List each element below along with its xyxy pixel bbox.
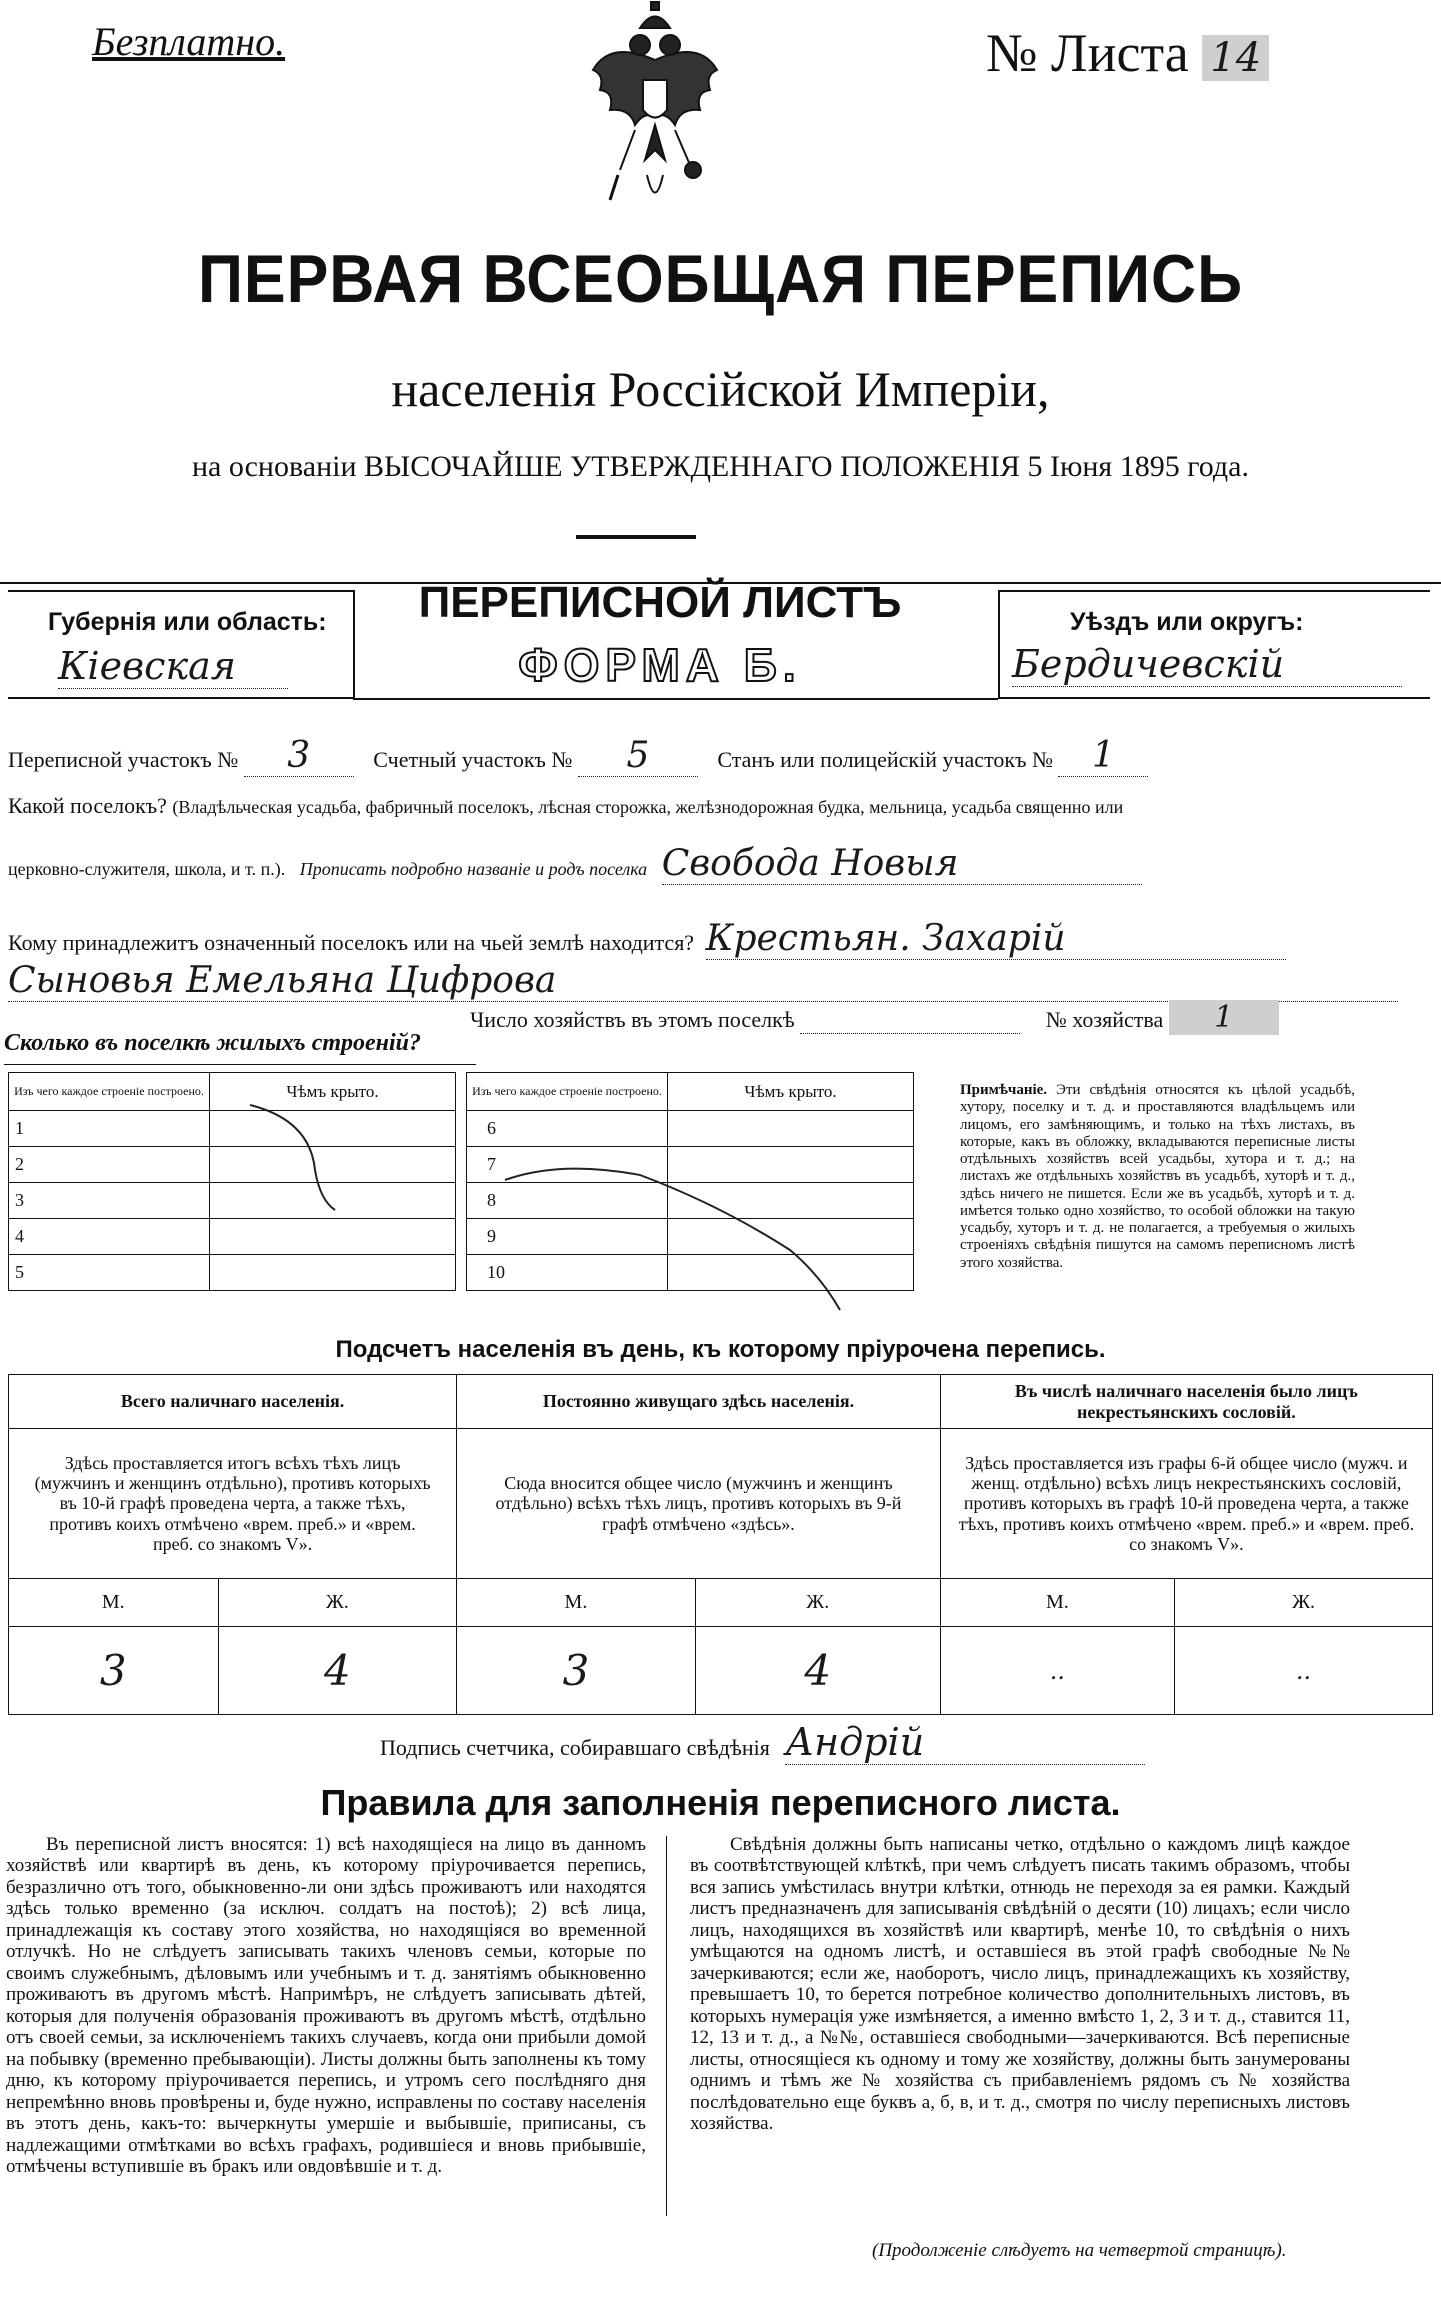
rules-left-column: Въ переписной листъ вносятся: 1) всѣ находящіеся на лицо въ данномъ хозяйствѣ или квартирѣ въ день, къ которому пріурочивается перепись, безразлично отъ того, обыкновенно-ли они здѣсь проживаютъ или находятся здѣсь только временно (за исключ. солдатъ на постоѣ); 2) всѣ лица, принадлежащія къ составу этого хозяйства, но находящіяся во временной отлучкѣ. Но не слѣдуетъ записывать такихъ членовъ семьи, которые по своимъ служебнымъ, дѣловымъ или учебнымъ и т. д. занятіямъ обыкновенно проживаютъ въ другомъ мѣстѣ. Напримѣръ, не слѣдуетъ записывать дѣтей, которыя для полученія образованія проживаютъ въ другомъ мѣстѣ, отдѣльно отъ своей семьи, за исключеніемъ такихъ случаевъ, когда они прибыли домой на побывку (временно пребывающіи). Листы должны быть заполнены къ тому дню, къ которому пріурочивается перепись, и утромъ сего послѣдняго дня непремѣнно вновь провѣрены и, буде нужно, исправлены по составу населенія въ этотъ день, какъ-то: вычеркнуты умершіе и выбывшіе, приписаны, съ надлежащими отмѣтками во всѣхъ графахъ, родившіеся и вновь прибывшіе, отмѣчены вступившіе въ бракъ или овдовѣвшіе и т. д. [6,1834,646,2178]
male-label: М. [940,1579,1174,1627]
gubernia-value: Кіевская [58,644,288,689]
female-label: Ж. [218,1579,457,1627]
permanent-male-count[interactable]: 3 [457,1627,696,1715]
uezd-box [998,590,1430,699]
population-col-non-peasant: Въ числѣ наличнаго населенія было лицъ некрестьянскихъ сословій. [940,1375,1432,1429]
population-col-permanent: Постоянно живущаго здѣсь населенія. [457,1375,941,1429]
households-dots [800,1007,1020,1034]
census-basis: на основаніи ВЫСОЧАЙШЕ УТВЕРЖДЕННАГО ПОЛОЖЕНІЯ 5 Іюня 1895 года. [192,450,1249,483]
district-label: Переписной участокъ № [8,747,239,772]
households-label: Число хозяйствъ въ этомъ поселкѣ [470,1007,795,1032]
building-row[interactable]: 10 [467,1255,668,1291]
uezd-label: Уѣздъ или округъ: [1070,608,1304,636]
settlement-value[interactable]: Свобода Новыя [662,843,1142,885]
settlement-instruction: Прописать подробно названіе и родъ поселка [299,859,648,879]
building-row[interactable]: 7 [467,1147,668,1183]
census-subtitle: населенія Россійской Имперіи, [391,361,1050,417]
building-row[interactable]: 8 [467,1183,668,1219]
non-peasant-female-count[interactable]: .. [1175,1627,1433,1715]
pen-stroke-right [505,1169,840,1310]
buildings-col-material: Изъ чего каждое строеніе построено. [9,1073,210,1111]
rules-right-column: Свѣдѣнія должны быть написаны четко, отдѣльно о каждомъ лицѣ каждое въ соотвѣтствующей клѣткѣ, при чемъ слѣдуетъ писать такимъ образомъ, чтобы вся запись умѣстилась внутри клѣтки, отнюдь не переходя за ея рамки. Каждый листъ предназначенъ для записыванія свѣдѣній о десяти (10) лицахъ; если число лицъ, находящихся въ хозяйствѣ или квартирѣ, менѣе 10, то свѣдѣнія о нихъ умѣщаются на одномъ листѣ, и оставшіеся въ этой графѣ свободные №№ зачеркиваются; если же, наоборотъ, число лицъ, принадлежащихъ къ хозяйству, превышаетъ 10, то берется потребное количество дополнительныхъ листовъ, въ которыхъ нумерація уже измѣняется, а именно вмѣсто 1, 2, 3 и т. д., ставится 11, 12, 13 и т. д., а №№, оставшіеся свободными—зачеркиваются. Всѣ переписные листы, относящіеся къ одному и тому же хозяйству, должны быть занумерованы однимъ и тѣмъ же № хозяйства съ прибавленіемъ рядомъ съ № хозяйства послѣдовательно еще буквъ а, б, в, и т. д., смотря по числу переписныхъ листовъ хозяйства. [690,1834,1350,2135]
settlement-note-2: церковно-служителя, школа, и т. п.). [8,859,286,879]
free-label: Безплатно. [92,19,286,64]
form-title: ФОРМА Б. [518,639,802,691]
sheet-number-label: № Листа [986,23,1189,83]
owner-value-1[interactable]: Крестьян. Захарій [706,918,1286,960]
title-divider [576,535,696,539]
household-no-value[interactable]: 1 [1169,1000,1279,1035]
district-value[interactable]: 3 [244,735,354,777]
rules-divider [666,1836,667,2216]
building-row[interactable]: 4 [9,1219,210,1255]
buildings-label: Сколько въ поселкѣ жилыхъ строеній? [4,1030,421,1056]
buildings-col-material: Изъ чего каждое строеніе построено. [467,1073,668,1111]
note-label: Примѣчаніе. [960,1082,1048,1098]
permanent-female-count[interactable]: 4 [695,1627,940,1715]
sheet-number [986,22,1269,84]
sheet-number-value: 14 [1202,35,1269,81]
building-row[interactable]: 1 [9,1111,210,1147]
gubernia-label: Губернія или область: [48,608,327,636]
census-title: ПЕРВАЯ ВСЕОБЩАЯ ПЕРЕПИСЬ [198,241,1243,317]
female-label: Ж. [695,1579,940,1627]
present-male-count[interactable]: 3 [9,1627,219,1715]
male-label: М. [9,1579,219,1627]
signature-row [380,1720,1145,1765]
stan-value[interactable]: 1 [1058,735,1148,777]
population-desc-non-peasant: Здѣсь проставляется изъ графы 6-й общее число (мужч. и женщ. отдѣльно) всѣхъ лицъ некрестьянскихъ сословій, противъ которыхъ въ графѣ 10-й проведена черта, а также тѣхъ, противъ коихъ отмѣчено «врем. преб.» и «врем. преб. со знакомъ V». [940,1429,1432,1579]
male-label: М. [457,1579,696,1627]
settlement-note: (Владѣльческая усадьба, фабричный поселокъ, лѣсная сторожка, желѣзнодорожная будка, мельница, усадьба священно или [172,797,1124,817]
note-text: Эти свѣдѣнія относятся къ цѣлой усадьбѣ, хутору, поселку и т. д. и проставляются владѣльцемъ или лицомъ, его замѣняющимъ, и только на тѣхъ листахъ, въ которые, какъ въ обложку, вкладываются переписные листы отдѣльныхъ хозяйствъ всей усадьбы, хутора и т. д.; на листахъ же отдѣльныхъ хозяйствъ въ усадьбѣ, хуторѣ и т. д., здѣсь ничего не пишется. Если же въ усадьбѣ, хуторѣ и т. д. имѣется только одно хозяйство, то особой обложки на такую усадьбу, хуторъ и т. д. не полагается, а требуемыя о жилыхъ строеніяхъ свѣдѣнія пишутся на самомъ переписномъ листѣ этого хозяйства. [960,1082,1356,1271]
owner-label: Кому принадлежитъ означенный поселокъ или на чьей землѣ находится? [8,930,695,955]
population-table [8,1374,1433,1715]
form-mid-rule [353,698,998,700]
settlement-row [8,793,1438,819]
counting-label: Счетный участокъ № [373,747,573,772]
building-row[interactable]: 3 [9,1183,210,1219]
buildings-col-roof: Чѣмъ крыто. [668,1073,914,1111]
female-label: Ж. [1175,1579,1433,1627]
sheet-title: ПЕРЕПИСНОЙ ЛИСТЪ [418,578,902,627]
building-row[interactable]: 6 [467,1111,668,1147]
household-no-label: № хозяйства [1045,1007,1164,1032]
uezd-value: Бердичевскій [1012,642,1402,687]
signature-value[interactable]: Андрій [785,1720,1145,1765]
handwritten-strokes [0,1060,920,1320]
building-row[interactable]: 9 [467,1219,668,1255]
population-desc-permanent: Сюда вносится общее число (мужчинъ и женщинъ отдѣльно) всѣхъ тѣхъ лицъ, противъ которыхъ въ 9-й графѣ отмѣчено «здѣсь». [457,1429,941,1579]
coat-of-arms-emblem [585,0,725,215]
counting-value[interactable]: 5 [578,735,698,777]
gubernia-box [8,590,355,699]
building-row[interactable]: 5 [9,1255,210,1291]
population-col-present: Всего наличнаго населенія. [9,1375,457,1429]
buildings-col-roof: Чѣмъ крыто. [210,1073,456,1111]
present-female-count[interactable]: 4 [218,1627,457,1715]
pen-stroke-left [250,1105,335,1210]
owner-row-2 [8,960,1438,1002]
stan-label: Станъ или полицейскій участокъ № [717,747,1053,772]
district-row [8,735,1438,777]
note-block [960,1082,1355,1272]
households-row [470,1000,1430,1035]
population-desc-present: Здѣсь проставляется итогъ всѣхъ тѣхъ лицъ (мужчинъ и женщинъ отдѣльно), противъ которыхъ въ 10-й графѣ проведена черта, а также тѣхъ, противъ коихъ отмѣчено «врем. преб.» и «врем. преб. со знакомъ V». [9,1429,457,1579]
owner-value-2[interactable]: Сыновья Емельяна Цифрова [8,960,1398,1002]
owner-row [8,918,1438,960]
non-peasant-male-count[interactable]: .. [940,1627,1174,1715]
rules-continued: (Продолженіе слѣдуетъ на четвертой страницѣ). [872,2240,1287,2261]
building-row[interactable]: 2 [9,1147,210,1183]
signature-label: Подпись счетчика, собиравшаго свѣдѣнія [380,1735,770,1760]
settlement-row-2 [8,843,1438,885]
population-title: Подсчетъ населенія въ день, къ которому пріурочена перепись. [335,1336,1106,1363]
settlement-label: Какой поселокъ? [8,793,167,818]
rules-title: Правила для заполненія переписного листа. [320,1782,1121,1823]
